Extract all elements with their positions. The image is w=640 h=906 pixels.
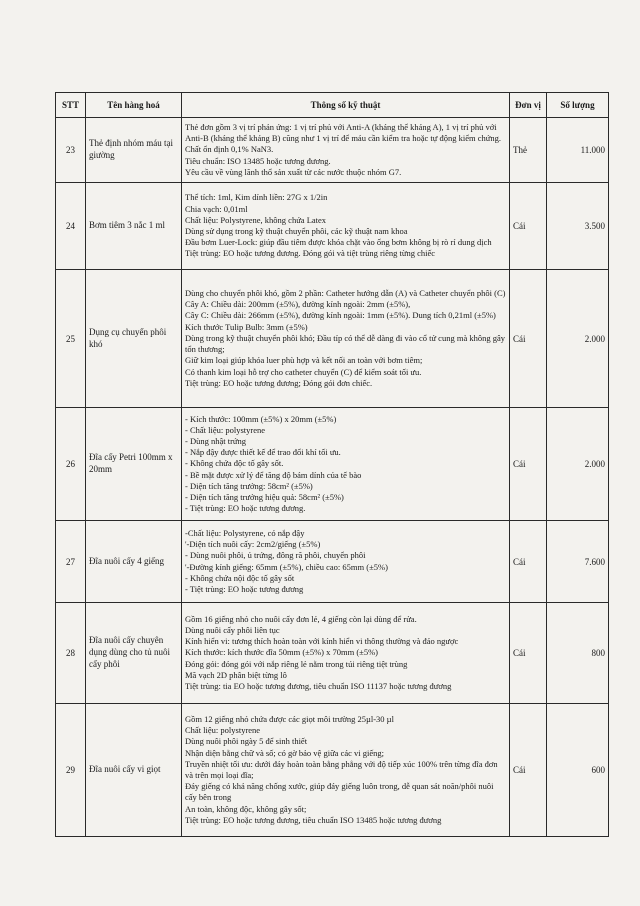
specification-table	[55, 92, 609, 837]
row-stt: 27	[56, 521, 86, 603]
spec-line: '-Đường kính giếng: 65mm (±5%), chiều cao: 65mm (±5%)	[185, 561, 388, 572]
row-spec	[182, 118, 510, 183]
spec-line: Tiệt trùng: EO hoặc tương đương; Đóng gói đơn chiếc.	[185, 377, 373, 388]
table-row	[56, 408, 609, 521]
row-stt: 28	[56, 603, 86, 704]
row-unit: Thẻ	[510, 118, 547, 183]
spec-line: - Tiệt trùng: EO hoặc tương đương	[185, 583, 304, 594]
spec-line: Tiệt trùng: EO hoặc tương đương, tiêu chuẩn ISO 13485 hoặc tương đương	[185, 814, 442, 825]
row-item-name: Đĩa nuôi cấy chuyên dụng dùng cho tủ nuôi cấy phôi	[86, 603, 182, 704]
spec-line: - Diện tích tăng trưởng: 58cm² (±5%)	[185, 480, 313, 491]
spec-line: Dùng cho chuyển phôi khó, gồm 2 phần: Catheter hướng dẫn (A) và Catheter chuyển phôi (C)	[185, 288, 506, 299]
table-row	[56, 521, 609, 603]
spec-line: - Kích thước: 100mm (±5%) x 20mm (±5%)	[185, 413, 337, 424]
row-qty: 600	[547, 704, 609, 837]
table-row	[56, 183, 609, 270]
row-spec	[182, 270, 510, 408]
header-spec: Thông số kỹ thuật	[182, 93, 510, 118]
spec-line: - Không chứa nội độc tố gây sốt	[185, 572, 295, 583]
spec-line: Kích thước Tulip Bulb: 3mm (±5%)	[185, 321, 308, 332]
spec-line: Dùng sử dụng trong kỹ thuật chuyển phôi, các kỹ thuật nam khoa	[185, 226, 408, 236]
table-row	[56, 118, 609, 183]
table-row	[56, 603, 609, 704]
row-item-name: Thẻ định nhóm máu tại giường	[86, 118, 182, 183]
row-item-name: Đĩa cấy Petri 100mm x 20mm	[86, 408, 182, 521]
spec-line: - Không chứa độc tố gây sốt.	[185, 458, 284, 469]
header-unit: Đơn vị	[510, 93, 547, 118]
row-spec	[182, 603, 510, 704]
spec-line: - Chất liệu: polystyrene	[185, 424, 266, 435]
row-item-name: Dụng cụ chuyển phôi khó	[86, 270, 182, 408]
spec-line: Yêu cầu về vùng lãnh thổ sản xuất từ các nước thuộc nhóm G7.	[185, 166, 402, 177]
row-unit: Cái	[510, 183, 547, 270]
row-stt: 24	[56, 183, 86, 270]
row-qty: 3.500	[547, 183, 609, 270]
spec-line: Chất liệu: Polystyrene, không chứa Latex	[185, 214, 327, 225]
row-spec	[182, 408, 510, 521]
spec-line: - Bề mặt được xử lý để tăng độ bám dính của tế bào	[185, 469, 362, 480]
row-qty: 7.600	[547, 521, 609, 603]
spec-line: Thẻ đơn gồm 3 vị trí phản ứng: 1 vị trí phủ với Anti-A (kháng thể kháng A), 1 vị trí phủ với Anti-B (kháng thể kháng B) cũng như 1 vị trí để máu cần kiểm tra hoặc tự động kiểm chứng. Chất ổn định 0,1% NaN3.	[185, 121, 501, 155]
spec-line: -Chất liệu: Polystyrene, có nắp đậy	[185, 527, 305, 538]
spec-line: - Diện tích tăng trưởng hiệu quả: 58cm² (±5%)	[185, 492, 344, 503]
spec-line: Tiệt trùng: EO hoặc tương đương. Đóng gói và tiệt trùng riêng từng chiếc	[185, 248, 436, 259]
spec-line: - Tiệt trùng: EO hoặc tương đương.	[185, 503, 306, 514]
row-qty: 800	[547, 603, 609, 704]
row-item-name: Bơm tiêm 3 nắc 1 ml	[86, 183, 182, 270]
spec-line: '-Diện tích nuôi cấy: 2cm2/giếng (±5%)	[185, 539, 321, 550]
spec-line: Dùng trong kỹ thuật chuyển phôi khó; Đầu típ có thể dễ dàng đi vào cổ tử cung mà không gây tổn thương;	[185, 332, 505, 355]
spec-line: Gồm 12 giếng nhỏ chứa được các giọt môi trường 25µl-30 µl	[185, 713, 394, 724]
table-body	[56, 118, 609, 837]
row-unit: Cái	[510, 521, 547, 603]
header-qty: Số lượng	[547, 93, 609, 118]
spec-line: Nhận diện bằng chữ và số; có gờ bảo vệ giữa các vi giếng;	[185, 747, 384, 758]
row-unit: Cái	[510, 408, 547, 521]
row-spec	[182, 183, 510, 270]
row-spec	[182, 704, 510, 837]
spec-line: Tiệt trùng: tia EO hoặc tương đương, tiêu chuẩn ISO 11137 hoặc tương đương	[185, 681, 452, 692]
row-unit: Cái	[510, 270, 547, 408]
header-name: Tên hàng hoá	[86, 93, 182, 118]
spec-line: Cây C: Chiều dài: 266mm (±5%), đường kính ngoài: 1mm (±5%). Dung tích 0,21ml (±5%)	[185, 310, 496, 321]
header-stt: STT	[56, 93, 86, 118]
spec-line: An toàn, không độc, không gây sốt;	[185, 803, 307, 814]
spec-line: - Dùng nhật trứng	[185, 435, 247, 446]
spec-line: Đáy giếng có khả năng chống xước, giúp đáy giếng luôn trong, dễ quan sát noãn/phôi nuôi cấy bên trong	[185, 781, 494, 803]
spec-line: Cây A: Chiều dài: 200mm (±5%), đường kính ngoài: 2mm (±5%),	[185, 299, 411, 310]
spec-line: Kích thước: kích thước đĩa 50mm (±5%) x 70mm (±5%)	[185, 647, 379, 658]
spec-line: Truyền nhiệt tối ưu: dưới đáy hoàn toàn bằng phẳng với độ tiếp xúc 100% trên từng đĩa đơn và trên mọi loại đĩa;	[185, 758, 498, 780]
table-row	[56, 270, 609, 408]
spec-line: Đóng gói: đóng gói với nắp riêng lẻ nằm trong túi riêng tiệt trùng	[185, 658, 408, 669]
row-qty: 2.000	[547, 270, 609, 408]
row-unit: Cái	[510, 603, 547, 704]
row-qty: 2.000	[547, 408, 609, 521]
spec-line: Chia vạch: 0,01ml	[185, 203, 248, 214]
row-unit: Cái	[510, 704, 547, 837]
spec-line: Kính hiển vi: tương thích hoàn toàn với kính hiển vi thông thường và đảo ngược	[185, 636, 459, 647]
spec-line: Giữ kim loại giúp khóa luer phù hợp và kết nối an toàn với bơm tiêm;	[185, 355, 423, 366]
row-stt: 25	[56, 270, 86, 408]
row-spec	[182, 521, 510, 603]
row-stt: 23	[56, 118, 86, 183]
row-item-name: Đĩa nuôi cấy 4 giếng	[86, 521, 182, 603]
row-item-name: Đĩa nuôi cấy vi giọt	[86, 704, 182, 837]
spec-line: Có thanh kim loại hỗ trợ cho catheter chuyển (C) để kiểm soát tối ưu.	[185, 366, 422, 377]
spec-line: Tiêu chuẩn: ISO 13485 hoặc tương đương.	[185, 155, 331, 166]
spec-line: Mã vạch 2D phân biệt từng lô	[185, 669, 287, 680]
spec-line: Thể tích: 1ml, Kim dính liền: 27G x 1/2in	[185, 192, 328, 203]
spec-line: Đầu bơm Luer-Lock: giúp đầu tiêm được khóa chặt vào ống bơm không bị rò rỉ dung dịch	[185, 237, 492, 248]
row-stt: 29	[56, 704, 86, 837]
spec-line: - Dùng nuôi phôi, ủ trứng, đông rã phôi, chuyển phôi	[185, 550, 366, 561]
spec-line: Dùng nuôi cấy phôi liên tục	[185, 624, 280, 635]
table-header-row	[56, 93, 609, 118]
spec-line: Dùng nuôi phôi ngày 5 để sinh thiết	[185, 736, 308, 747]
spec-line: Gồm 16 giếng nhỏ cho nuôi cấy đơn lẻ, 4 giếng còn lại dùng để rửa.	[185, 613, 417, 624]
table-row	[56, 704, 609, 837]
row-stt: 26	[56, 408, 86, 521]
spec-line: - Nắp đậy được thiết kế để trao đổi khí tối ưu.	[185, 447, 341, 458]
spec-line: Chất liệu: polystyrene	[185, 725, 261, 736]
row-qty: 11.000	[547, 118, 609, 183]
